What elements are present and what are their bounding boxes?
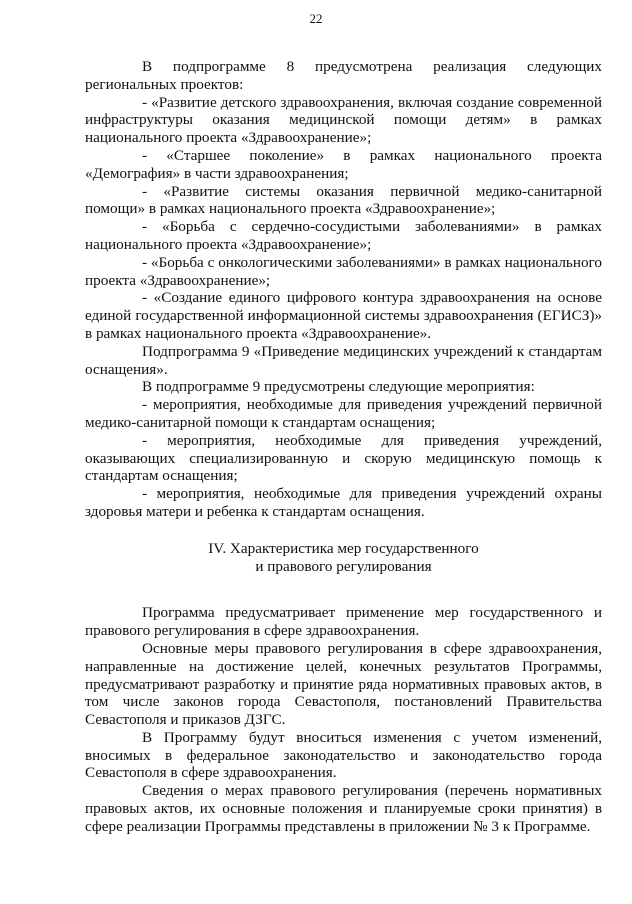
- paragraph: Программа предусматривает применение мер государственного и правового регулирования в сфере здравоохранения.: [85, 604, 602, 640]
- paragraph: Подпрограмма 9 «Приведение медицинских учреждений к стандартам оснащения».: [85, 342, 602, 378]
- list-item: - мероприятия, необходимые для приведения учреждений первичной медико-санитарной помощи к стандартам оснащения;: [85, 396, 602, 431]
- paragraph: В подпрограмме 9 предусмотрены следующие мероприятия:: [142, 378, 535, 396]
- paragraph: В подпрограмме 8 предусмотрена реализация следующих региональных проектов:: [85, 58, 602, 93]
- list-item: - «Развитие детского здравоохранения, включая создание современной инфраструктуры оказания медицинской помощи детям» в рамках национального проекта «Здравоохранение»;: [85, 93, 602, 147]
- paragraph: Основные меры правового регулирования в сфере здравоохранения, направленные на достижение целей, конечных результатов Программы, предусматривают разработку и принятие ряда нормативных правовых актов, в том числе законов города Севастополя, постановлений Правительства Севастополя и приказов ДЗГС.: [85, 639, 602, 729]
- section-heading-line-1: IV. Характеристика мер государственного: [208, 539, 479, 557]
- list-item: - мероприятия, необходимые для приведения учреждений, оказывающих специализированную и скорую медицинскую помощь к стандартам оснащения;: [85, 431, 602, 485]
- list-item: - «Борьба с онкологическими заболеваниями» в рамках национального проекта «Здравоохранение»;: [85, 253, 602, 289]
- paragraph: Сведения о мерах правового регулирования (перечень нормативных правовых актов, их основные положения и планируемые сроки принятия) в сфере реализации Программы представлены в приложении № 3 к Программе.: [85, 782, 602, 835]
- section-heading-line-2: и правового регулирования: [255, 557, 432, 575]
- list-item: - «Развитие системы оказания первичной медико-санитарной помощи» в рамках национального проекта «Здравоохранение»;: [85, 182, 602, 218]
- page-body: [85, 58, 602, 836]
- section-heading: [85, 540, 602, 576]
- page-number: 22: [309, 11, 323, 26]
- list-item: - «Борьба с сердечно-сосудистыми заболеваниями» в рамках национального проекта «Здравоохранение»;: [85, 218, 602, 253]
- list-item: - мероприятия, необходимые для приведения учреждений охраны здоровья матери и ребенка к стандартам оснащения.: [85, 485, 602, 520]
- paragraph: В Программу будут вноситься изменения с учетом изменений, вносимых в федеральное законодательство и законодательство города Севастополя в сфере здравоохранения.: [85, 728, 602, 782]
- list-item: - «Создание единого цифрового контура здравоохранения на основе единой государственной информационной системы здравоохранения (ЕГИСЗ)» в рамках национального проекта «Здравоохранение».: [85, 289, 602, 342]
- list-item: - «Старшее поколение» в рамках национального проекта «Демография» в части здравоохранения;: [85, 146, 602, 182]
